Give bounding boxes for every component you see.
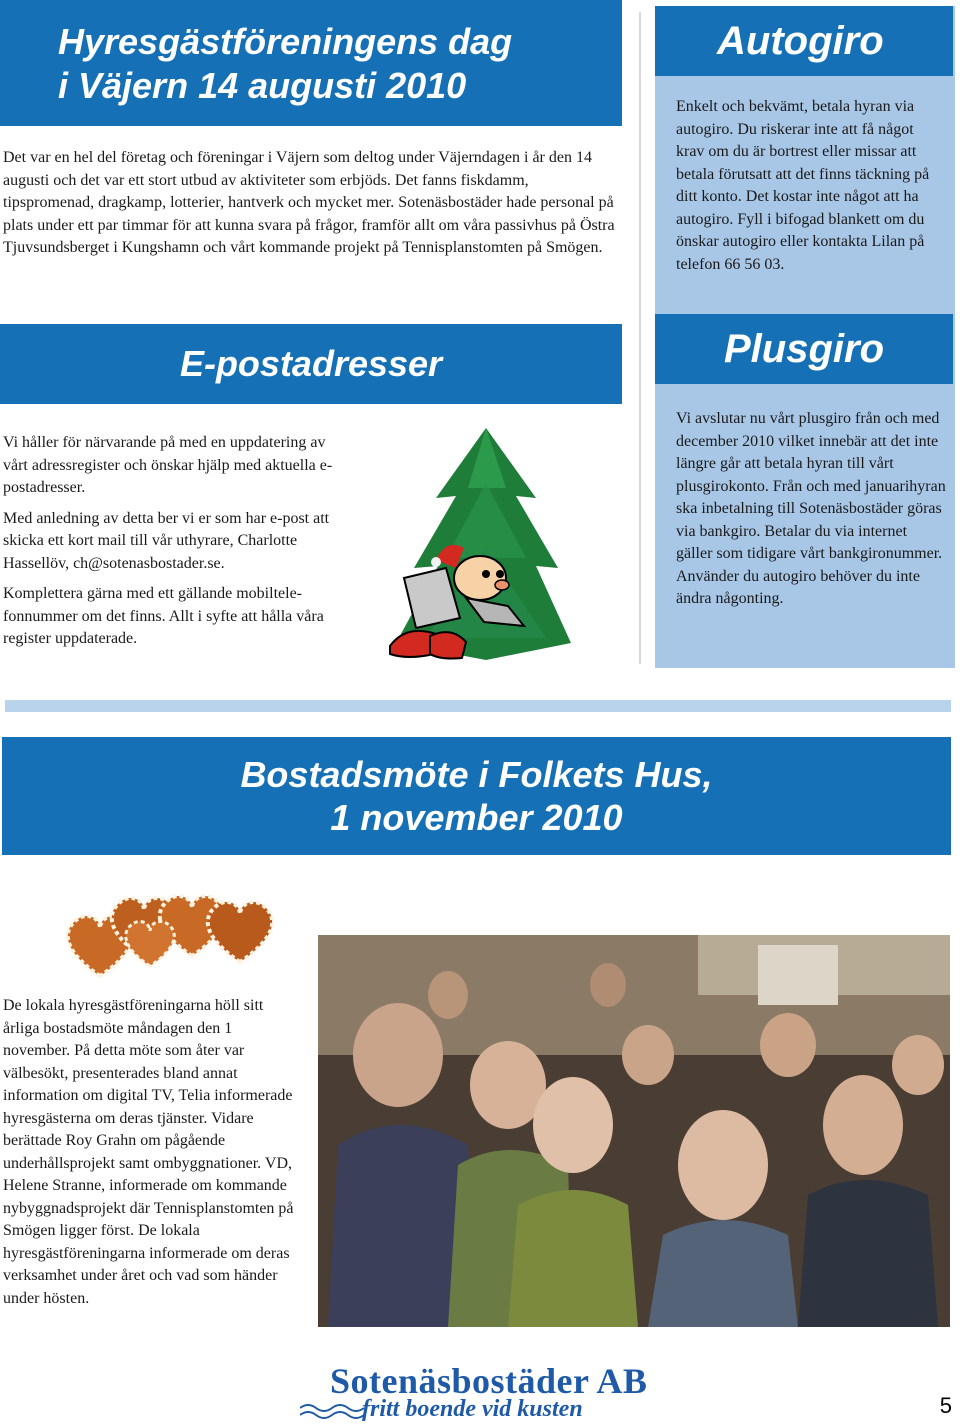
bostadsmote-article [3, 995, 298, 1310]
gingerbread-heart-icon [126, 922, 175, 966]
meeting-audience-photo [318, 935, 950, 1327]
gingerbread-hearts-illustration [60, 888, 300, 988]
hyresgast-article [3, 147, 615, 260]
gingerbread-heart-icon [208, 902, 272, 962]
sotenasbostader-logo [300, 1360, 720, 1422]
hyresgast-title [0, 0, 622, 126]
autogiro-title: Autogiro [655, 6, 953, 76]
logo-name: Sotenäsbostäder AB [330, 1361, 648, 1401]
plusgiro-title: Plusgiro [655, 314, 953, 384]
bostadsmote-title-line2: 1 november 2010 [330, 797, 623, 838]
christmas-tree-elf-illustration [376, 428, 576, 668]
plusgiro-body: Vi avslutar nu vårt plusgiro från och med december 2010 vilket innebär att det inte längre går att betala hyran till vårt plusgirokonto. Från och med januarihyran ska inbetalning till Sotenäsbostäder göras via bankgiro. Betalar du via internet gäller som tidigare vårt bankgironummer. Använder du autogiro behöver du inte ändra någonting. [676, 410, 946, 607]
epost-paragraph-1: Vi håller för närvarande på med en uppdatering av vårt adressregister och önskar hjälp med aktuella e-postadresser. [3, 434, 333, 496]
bostadsmote-title-line1: Bostadsmöte i Folkets Hus, [240, 754, 713, 795]
autogiro-article [676, 96, 946, 276]
section-separator [5, 700, 951, 712]
waves-icon [300, 1400, 370, 1420]
epost-title: E-postadresser [0, 324, 622, 404]
bostadsmote-title [2, 737, 951, 855]
page-number: 5 [939, 1393, 952, 1418]
plusgiro-article [676, 408, 946, 611]
hyresgast-title-line1: Hyresgästföreningens dag [58, 21, 513, 62]
epost-paragraph-3: Komplettera gärna med ett gällande mobiltelefonnummer om det finns. Allt i syfte att hålla våra register uppdaterade. [3, 585, 324, 647]
bostadsmote-body: De lokala hyresgästföreningarna höll sitt årliga bostadsmöte måndagen den 1 november. På detta möte som åter var välbesökt, presenterades bland annat information om digital TV, Telia informerade hyresgästerna om deras tjänster. Vidare berättade Roy Grahn om pågående underhållsprojekt samt ombyggnationer. VD, Helene Stranne, informerade om kommande nybyggnadsprojekt där Tennisplanstomten på Smögen ligger först. De lokala hyresgästföreningarna informerade om deras verksamhet under året och vad som händer under hösten. [3, 997, 294, 1307]
epost-paragraph-2: Med anledning av detta ber vi er som har e-post att skicka ett kort mail till vår uthyrare, Charlotte Hassellöv, ch@sotenasbostader.se. [3, 509, 330, 572]
epost-article [3, 432, 348, 651]
hyresgast-body: Det var en hel del företag och föreningar i Väjern som deltog under Väjerndagen i år den 14 augusti och det var ett stort utbud av aktiviteter som erbjöds. Det fanns fiskdamm, tipspromenad, dragkamp, lotterier, hantverk och mycket mer. Sotenäsbostäder hade personal på plats under ett par timmar för att kunna svara på frågor, framför allt om våra passivhus på Östra Tjuvsundsberget i Kungshamn och vårt kommande projekt på Tennisplanstomten på Smögen. [3, 149, 615, 256]
autogiro-body: Enkelt och bekvämt, betala hyran via autogiro. Du riskerar inte att få något krav om du är bortrest eller missar att betala förutsatt att det finns täckning på ditt konto. Det kostar inte något att ha autogiro. Fyll i bifogad blankett om du önskar autogiro eller kontakta Lilan på telefon 66 56 03. [676, 98, 930, 273]
hyresgast-title-line2: i Väjern 14 augusti 2010 [58, 65, 467, 106]
logo-tagline: fritt boende vid kusten [362, 1396, 583, 1422]
column-divider [639, 12, 641, 664]
